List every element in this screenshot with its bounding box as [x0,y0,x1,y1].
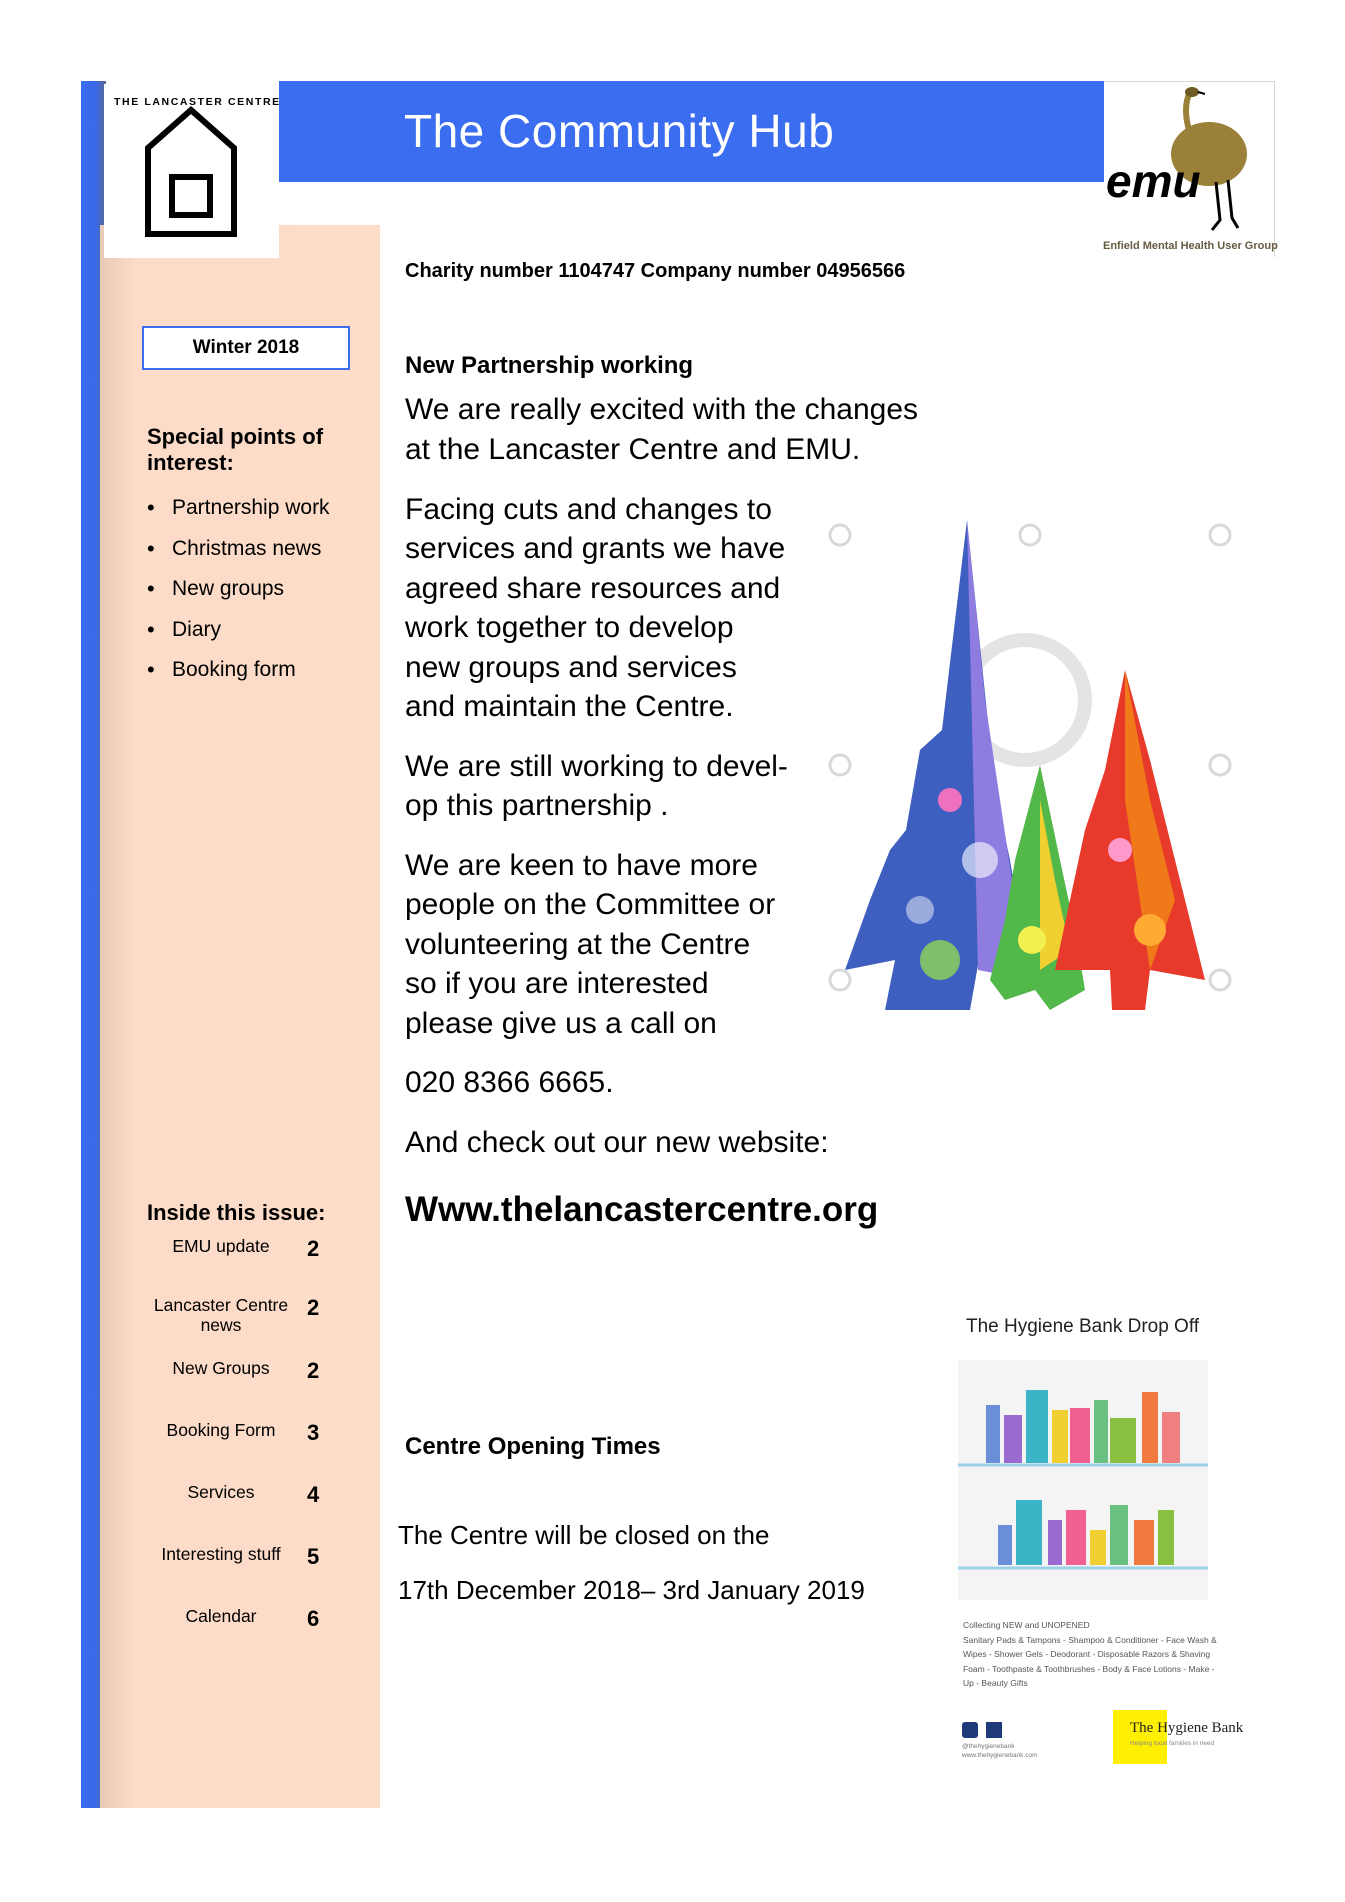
list-item: • Booking form [147,654,330,695]
registration-numbers: Charity number 1104747 Company number 04956566 [405,260,906,282]
list-item: • New groups [147,573,330,614]
lancaster-logo [104,84,279,258]
toc-page: 2 [307,1295,320,1320]
hygiene-bank-handle [962,1742,1038,1760]
hygiene-bank-brand: The Hygiene Bank [1130,1720,1244,1736]
toc-page: 6 [307,1606,320,1631]
special-points-heading: Special points of interest: [147,424,324,475]
article-line: Facing cuts and changes to [405,493,772,526]
list-item: • Christmas news [147,533,330,574]
emu-logo [1104,81,1275,257]
social-icons [962,1722,1002,1743]
toc-label: Lancaster Centre news [153,1295,289,1335]
article-line: We are keen to have more [405,849,758,882]
toc-label: Services [187,1482,255,1502]
collecting-label: Collecting NEW and UNOPENED [963,1620,1090,1630]
house-icon [104,84,279,258]
items-list: Sanitary Pads & Tampons - Shampoo & Conditioner - Face Wash & Wipes - Shower Gels - Deodorant - Disposable Razors & Shaving Foam - Toothpaste & Toothbrushes - Body & Face Lotions - Make - Up - Beauty Gifts [963,1634,1217,1688]
article-line: and maintain the Centre. [405,690,734,723]
article-line: agreed share resources and [405,572,781,605]
toc-page: 2 [307,1358,320,1383]
article-line: We are still working to devel- [405,750,788,783]
article-heading: New Partnership working [405,352,694,379]
article-line: volunteering at the Centre [405,928,751,961]
emu-subtitle: Enfield Mental Health User Group [1103,240,1278,252]
emu-wordmark: emu [1106,155,1201,207]
social-handle: @thehygienebank [962,1743,1015,1750]
list-item: • Partnership work [147,492,330,533]
toc-page: 3 [307,1420,320,1445]
article-line: so if you are interested [405,967,709,1000]
special-points-list [147,492,330,695]
toc-page: 4 [307,1482,320,1507]
hygiene-website[interactable]: www.thehygienebank.com [962,1752,1038,1759]
hygiene-bank-logo-block [1113,1710,1167,1764]
toc-label: EMU update [172,1236,270,1256]
toc-page: 5 [307,1544,320,1569]
article-line: at the Lancaster Centre and EMU. [405,433,861,466]
christmas-trees-illustration [820,500,1240,1020]
hygiene-bank-tagline: Helping local families in need [1130,1740,1215,1747]
closure-text: The Centre will be closed on the [398,1520,770,1550]
article-line: op this partnership . [405,789,669,822]
article-line: please give us a call on [405,1007,717,1040]
season-label: Winter 2018 [142,326,350,370]
toc-label: Booking Form [166,1420,276,1440]
toc-label: New Groups [172,1358,270,1378]
hygiene-bank-title: The Hygiene Bank Drop Off [966,1316,1200,1337]
logo-text: THE LANCASTER CENTRE [114,96,281,108]
article-line: And check out our new website: [405,1126,829,1159]
facebook-icon[interactable] [986,1722,1002,1738]
opening-times-heading: Centre Opening Times [405,1433,661,1460]
toc-label: Calendar [185,1606,257,1626]
article-line: We are really excited with the changes [405,393,919,426]
article-line: new groups and services [405,651,737,684]
page-title: The Community Hub [404,105,835,157]
article-line: people on the Committee or [405,888,776,921]
list-item: • Diary [147,614,330,655]
phone-number: 020 8366 6665. [405,1066,614,1099]
inside-issue-heading: Inside this issue: [147,1200,326,1225]
toc-page: 2 [307,1236,320,1261]
instagram-icon[interactable] [962,1722,978,1738]
closure-dates: 17th December 2018– 3rd January 2019 [398,1575,865,1605]
toc-label: Interesting stuff [161,1544,281,1564]
emu-bird-icon [1104,82,1274,242]
article-line: work together to develop [405,611,734,644]
website-link[interactable]: Www.thelancastercentre.org [405,1190,879,1229]
hygiene-bank-items [963,1618,1223,1691]
article-line: services and grants we have [405,532,786,565]
toiletries-illustration [958,1360,1208,1600]
